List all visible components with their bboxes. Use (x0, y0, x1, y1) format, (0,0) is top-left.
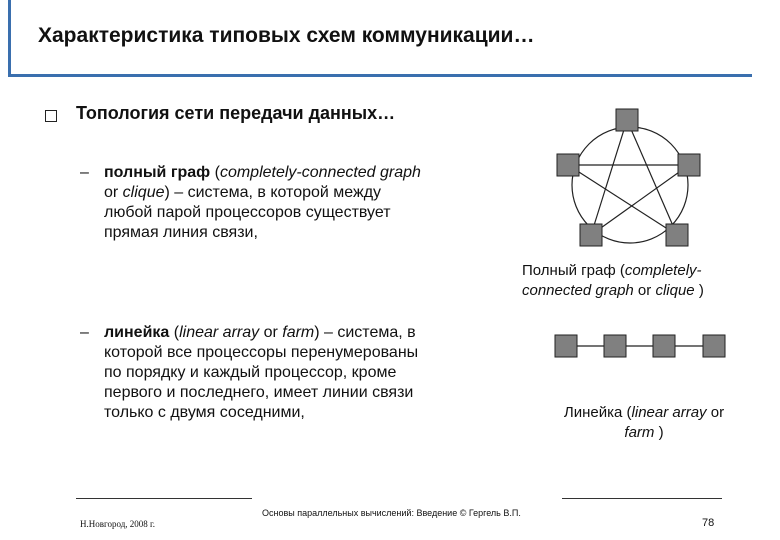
bullet-heading: Топология сети передачи данных… (76, 103, 396, 123)
text-fragment: ) (694, 282, 704, 299)
text-fragment: or (104, 184, 119, 201)
processor-node (557, 154, 579, 176)
text-fragment: or (259, 324, 283, 341)
caption-line (522, 261, 754, 281)
text-fragment: Полный граф ( (522, 262, 625, 279)
page-number: 78 (702, 517, 715, 529)
caption-line (538, 423, 750, 443)
english-term: linear array (631, 404, 707, 421)
english-term: farm (624, 424, 655, 441)
item-line: прямая линия связи, (104, 224, 258, 241)
text-fragment: ) – система, в которой между (164, 184, 382, 201)
item-line: которой все процессоры перенумерованы (104, 344, 419, 361)
caption-full-graph (522, 261, 754, 301)
graph-edges (568, 120, 689, 235)
footer-divider-right (562, 498, 722, 499)
dash-marker: – (80, 164, 89, 181)
caption-line (538, 403, 750, 423)
text-fragment: ( (210, 164, 220, 181)
text-fragment: or (633, 282, 656, 299)
processor-node (703, 335, 725, 357)
processor-node (555, 335, 577, 357)
item-line: по порядку и каждый процессор, кроме (104, 364, 397, 381)
english-term: connected graph (522, 282, 634, 299)
term-linear: линейка (104, 324, 170, 341)
processor-node (666, 224, 688, 246)
processor-node (604, 335, 626, 357)
term-full-graph: полный граф (104, 164, 211, 181)
text-fragment: Линейка ( (563, 404, 632, 421)
processor-node (678, 154, 700, 176)
item-line: любой парой процессоров существует (104, 204, 391, 221)
text-fragment: ( (169, 324, 180, 341)
footer-divider-left (76, 498, 252, 499)
dash-marker: – (80, 324, 89, 341)
text-fragment: or (706, 404, 725, 421)
processor-node (616, 109, 638, 131)
text-fragment: ) (654, 424, 664, 441)
item-line: первого и последнего, имеет линии связи (104, 384, 414, 401)
english-term: linear array (179, 324, 260, 341)
processor-node (580, 224, 602, 246)
footer-location-date: Н.Новгород, 2008 г. (80, 519, 155, 529)
slide-title: Характеристика типовых схем коммуникации… (38, 24, 535, 47)
graph-nodes (557, 109, 700, 246)
english-term: completely-connected graph (219, 164, 421, 181)
footer-course-title: Основы параллельных вычислений: Введение © Гергель В.П. (262, 508, 521, 518)
linear-array-diagram (555, 335, 725, 357)
english-term: clique (118, 184, 165, 201)
edge (627, 120, 677, 235)
english-term: farm (282, 324, 315, 341)
full-graph-diagram (557, 109, 700, 246)
english-term: clique (655, 282, 695, 299)
text-fragment: ) – система, в (314, 324, 416, 341)
caption-linear (538, 403, 750, 443)
item-line: только с двумя соседними, (104, 404, 305, 421)
caption-line (522, 281, 754, 301)
english-term: completely- (624, 262, 702, 279)
processor-node (653, 335, 675, 357)
